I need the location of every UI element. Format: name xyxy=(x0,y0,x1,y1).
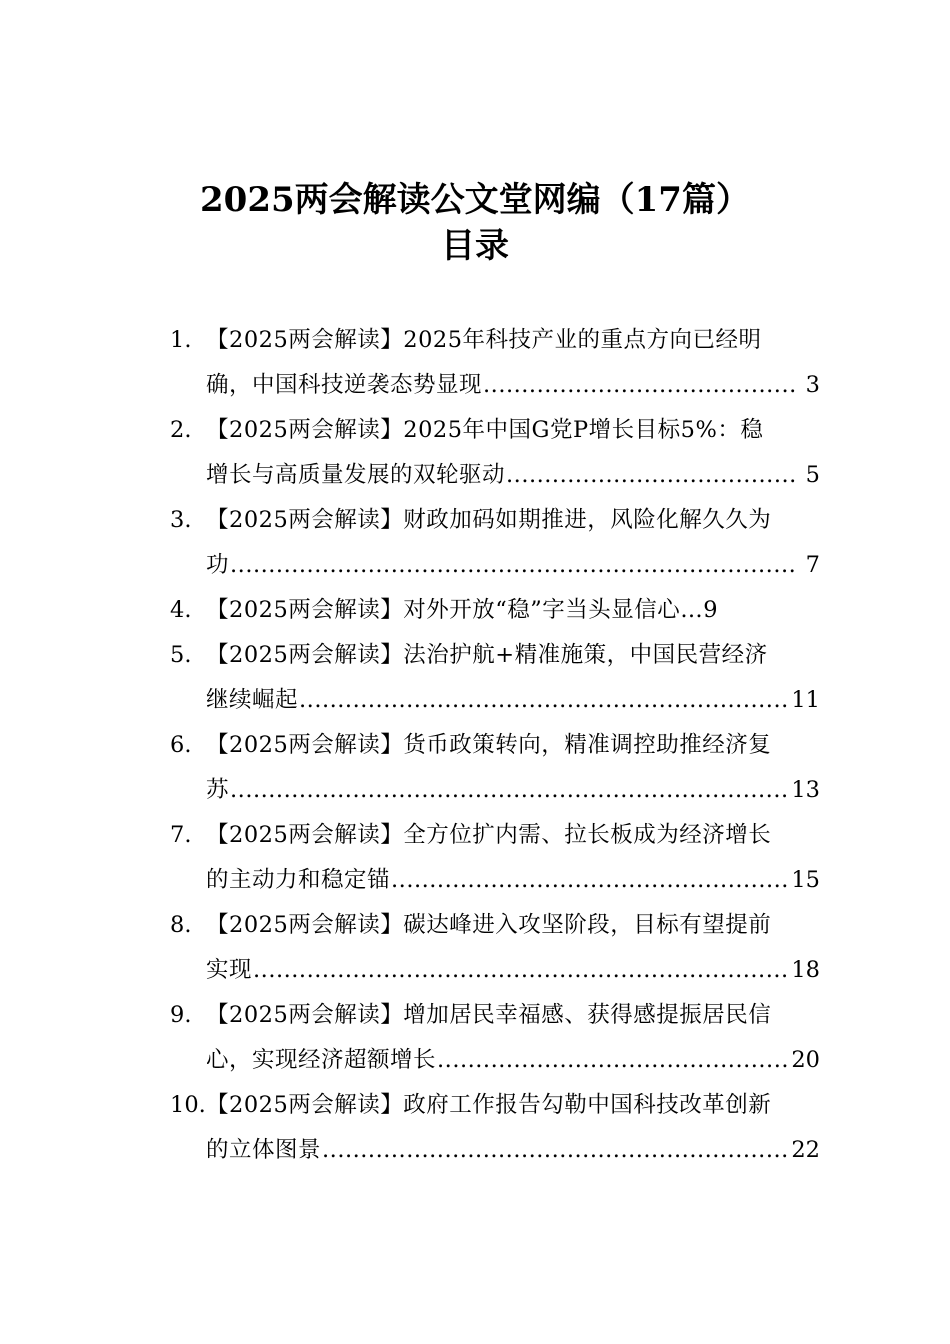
toc-entry-title-line1: 【2025两会解读】货币政策转向，精准调控助推经济复 xyxy=(206,732,772,758)
toc-entry-title-line2-row xyxy=(170,543,820,588)
toc-entry-1[interactable] xyxy=(170,318,820,408)
toc-entry-3[interactable] xyxy=(170,498,820,588)
toc-entry-number: 1. xyxy=(170,327,192,353)
toc-entry-page-number: 3 xyxy=(805,372,820,398)
toc-entry-number: 10. xyxy=(170,1092,206,1118)
toc-entry-5[interactable] xyxy=(170,633,820,723)
toc-entry-title-line1: 【2025两会解读】增加居民幸福感、获得感提振居民信 xyxy=(206,1002,772,1028)
toc-entry-title-line2: 的立体图景 xyxy=(206,1137,322,1163)
toc-entry-title-line2-row xyxy=(170,678,820,723)
dot-leader xyxy=(437,1038,790,1083)
dot-leader xyxy=(322,1128,790,1173)
toc-entry-4[interactable] xyxy=(170,588,820,633)
toc-entry-page-number: 20 xyxy=(791,1047,820,1073)
toc-entry-title-line2: 功 xyxy=(206,552,230,578)
toc-entry-2[interactable] xyxy=(170,408,820,498)
toc-entry-title-line2: 心，实现经济超额增长 xyxy=(206,1047,437,1073)
toc-entry-page-number: 18 xyxy=(791,957,820,983)
toc-entry-title-line2-row xyxy=(170,948,820,993)
toc-entry-10[interactable] xyxy=(170,1083,820,1173)
toc-entry-title-line1: 【2025两会解读】碳达峰进入攻坚阶段，目标有望提前 xyxy=(206,912,772,938)
toc-entry-number: 4. xyxy=(170,597,192,623)
toc-entry-title-line2-row xyxy=(170,1128,820,1173)
toc-entry-title-line1: 【2025两会解读】政府工作报告勾勒中国科技改革创新 xyxy=(206,1092,772,1118)
toc-heading: 目录 xyxy=(441,226,509,266)
dot-leader xyxy=(299,678,790,723)
toc-entry-number: 5. xyxy=(170,642,192,668)
toc-entry-page-number: 13 xyxy=(791,777,820,803)
toc-entry-page-number: 5 xyxy=(805,462,820,488)
toc-entry-title-line1: 【2025两会解读】对外开放“稳”字当头显信心…9 xyxy=(206,597,719,623)
dot-leader xyxy=(391,858,790,903)
dot-leader xyxy=(230,768,790,813)
toc-entry-title-line1: 【2025两会解读】2025年中国G党P增长目标5%：稳 xyxy=(206,417,764,443)
toc-entry-title-line1: 【2025两会解读】财政加码如期推进，风险化解久久为 xyxy=(206,507,772,533)
toc-entry-number: 3. xyxy=(170,507,192,533)
toc-entry-number: 7. xyxy=(170,822,192,848)
toc-entry-page-number: 7 xyxy=(805,552,820,578)
toc-entry-title-line1: 【2025两会解读】2025年科技产业的重点方向已经明 xyxy=(206,327,762,353)
table-of-contents xyxy=(170,318,820,1173)
toc-entry-page-number: 22 xyxy=(791,1137,820,1163)
toc-entry-number: 8. xyxy=(170,912,192,938)
toc-entry-8[interactable] xyxy=(170,903,820,993)
toc-entry-page-number: 11 xyxy=(791,687,820,713)
toc-entry-title-line2: 的主动力和稳定锚 xyxy=(206,867,391,893)
toc-entry-title-line2-row xyxy=(170,1038,820,1083)
toc-entry-title-line1: 【2025两会解读】法治护航+精准施策，中国民营经济 xyxy=(206,642,768,668)
toc-entry-title-line2-row xyxy=(170,768,820,813)
toc-entry-6[interactable] xyxy=(170,723,820,813)
toc-entry-number: 6. xyxy=(170,732,192,758)
toc-entry-page-number: 15 xyxy=(791,867,820,893)
document-title: 2025两会解读公文堂网编（17篇） xyxy=(200,180,750,220)
dot-leader xyxy=(506,453,797,498)
toc-entry-title-line2-row xyxy=(170,453,820,498)
dot-leader xyxy=(253,948,790,993)
toc-entry-number: 9. xyxy=(170,1002,192,1028)
dot-leader xyxy=(230,543,797,588)
toc-entry-title-line2: 实现 xyxy=(206,957,253,983)
toc-entry-title-line2: 增长与高质量发展的双轮驱动 xyxy=(206,462,506,488)
toc-entry-title-line1: 【2025两会解读】全方位扩内需、拉长板成为经济增长 xyxy=(206,822,772,848)
toc-entry-title-line2-row xyxy=(170,858,820,903)
toc-entry-title-line2: 继续崛起 xyxy=(206,687,299,713)
toc-entry-9[interactable] xyxy=(170,993,820,1083)
toc-entry-number: 2. xyxy=(170,417,192,443)
toc-entry-title-line2-row xyxy=(170,363,820,408)
toc-entry-title-line2: 苏 xyxy=(206,777,230,803)
toc-entry-title-line2: 确，中国科技逆袭态势显现 xyxy=(206,372,483,398)
toc-entry-7[interactable] xyxy=(170,813,820,903)
dot-leader xyxy=(483,363,797,408)
